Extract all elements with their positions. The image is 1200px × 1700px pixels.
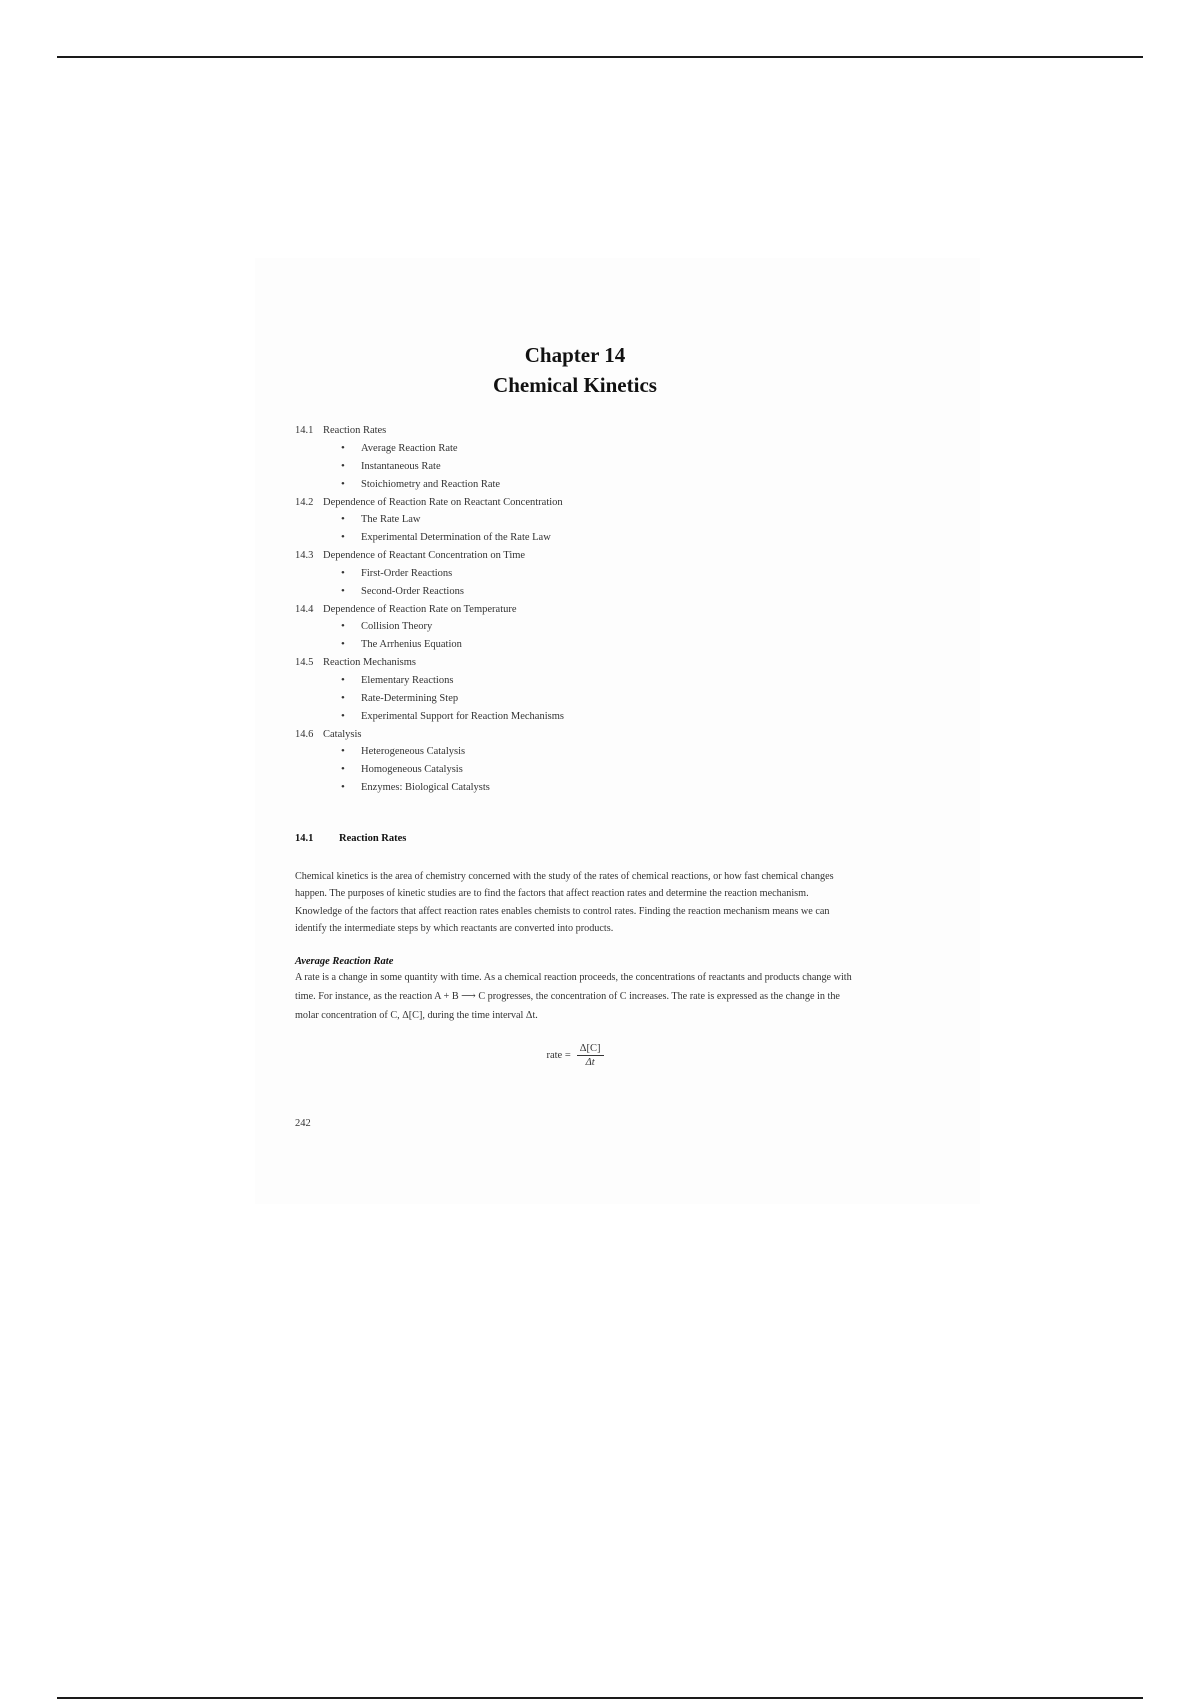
section-number: 14.1 xyxy=(295,833,314,844)
toc-subitem: • Rate-Determining Step xyxy=(341,690,855,708)
formula-numerator: Δ[C] xyxy=(577,1043,604,1056)
page-content xyxy=(295,340,855,1129)
toc-subitem-list xyxy=(295,743,855,797)
toc-subitem-list xyxy=(295,672,855,726)
formula-lhs: rate = xyxy=(546,1049,571,1061)
section-heading xyxy=(295,833,855,844)
toc-section-title: Dependence of Reaction Rate on Temperature xyxy=(323,603,517,615)
toc-section xyxy=(295,494,855,512)
toc-section-title: Dependence of Reactant Concentration on Time xyxy=(323,550,526,561)
toc-subitem-list xyxy=(295,440,855,494)
toc-subitem-list xyxy=(295,565,855,601)
section-title: Reaction Rates xyxy=(339,833,407,844)
toc-subitem: • Collision Theory xyxy=(341,618,855,636)
toc-subitem-list xyxy=(295,618,855,654)
toc-section-number: 14.4 xyxy=(295,603,314,615)
toc-section-number: 14.3 xyxy=(295,550,314,561)
toc-subitem: • The Rate Law xyxy=(341,511,855,529)
toc-section-title: Reaction Rates xyxy=(323,425,387,436)
toc-subitem: • Average Reaction Rate xyxy=(341,440,855,458)
intro-paragraph: Chemical kinetics is the area of chemistry concerned with the study of the rates of chemical reactions, or how fast chemical changes happen. The purposes of kinetic studies are to find the factors that affect reaction rates and determine the reaction mechanism. Knowledge of the factors that affect reaction rates enables chemists to control rates. Finding the reaction mechanism means we can identify the intermediate steps by which reactants are converted into products. xyxy=(295,871,834,935)
toc-section-title: Catalysis xyxy=(323,728,362,740)
toc-subitem: • The Arrhenius Equation xyxy=(341,636,855,654)
toc-subitem: • Elementary Reactions xyxy=(341,672,855,690)
toc-section-title: Dependence of Reaction Rate on Reactant Concentration xyxy=(323,496,563,508)
top-rule xyxy=(57,56,1143,58)
chapter-label: Chapter 14 xyxy=(524,343,626,367)
table-of-contents xyxy=(295,422,855,797)
toc-subitem: • Experimental Determination of the Rate Law xyxy=(341,529,855,547)
formula-fraction xyxy=(577,1043,604,1068)
toc-section-number: 14.1 xyxy=(295,425,314,436)
toc-subitem: • Instantaneous Rate xyxy=(341,458,855,476)
formula-denominator: Δt xyxy=(585,1056,595,1068)
toc-subitem: • Homogeneous Catalysis xyxy=(341,761,855,779)
toc-subitem: • Second-Order Reactions xyxy=(341,583,855,601)
rate-formula xyxy=(295,1043,855,1068)
toc-section-number: 14.5 xyxy=(295,657,314,668)
toc-section xyxy=(295,726,855,744)
toc-section-number: 14.6 xyxy=(295,728,314,740)
page-number: 242 xyxy=(295,1117,311,1129)
toc-subitem: • First-Order Reactions xyxy=(341,565,855,583)
toc-section-title: Reaction Mechanisms xyxy=(323,657,417,668)
toc-section-number: 14.2 xyxy=(295,496,314,508)
bottom-rule xyxy=(57,1697,1143,1699)
subheading: Average Reaction Rate xyxy=(295,955,394,967)
toc-subitem: • Stoichiometry and Reaction Rate xyxy=(341,476,855,494)
toc-subitem-list xyxy=(295,511,855,547)
toc-subitem: • Heterogeneous Catalysis xyxy=(341,743,855,761)
toc-section xyxy=(295,547,855,565)
toc-section xyxy=(295,601,855,619)
toc-section xyxy=(295,422,855,440)
toc-subitem: • Enzymes: Biological Catalysts xyxy=(341,779,855,797)
toc-subitem: • Experimental Support for Reaction Mechanisms xyxy=(341,708,855,726)
body-paragraph: A rate is a change in some quantity with time. As a chemical reaction proceeds, the concentrations of reactants and products change with time. For instance, as the reaction A + B ⟶ C progresses, the concentration of C increases. The rate is expressed as the change in the molar concentration of C, Δ[C], during the time interval Δt. xyxy=(295,971,852,1021)
chapter-title: Chemical Kinetics xyxy=(493,373,657,397)
toc-section xyxy=(295,654,855,672)
